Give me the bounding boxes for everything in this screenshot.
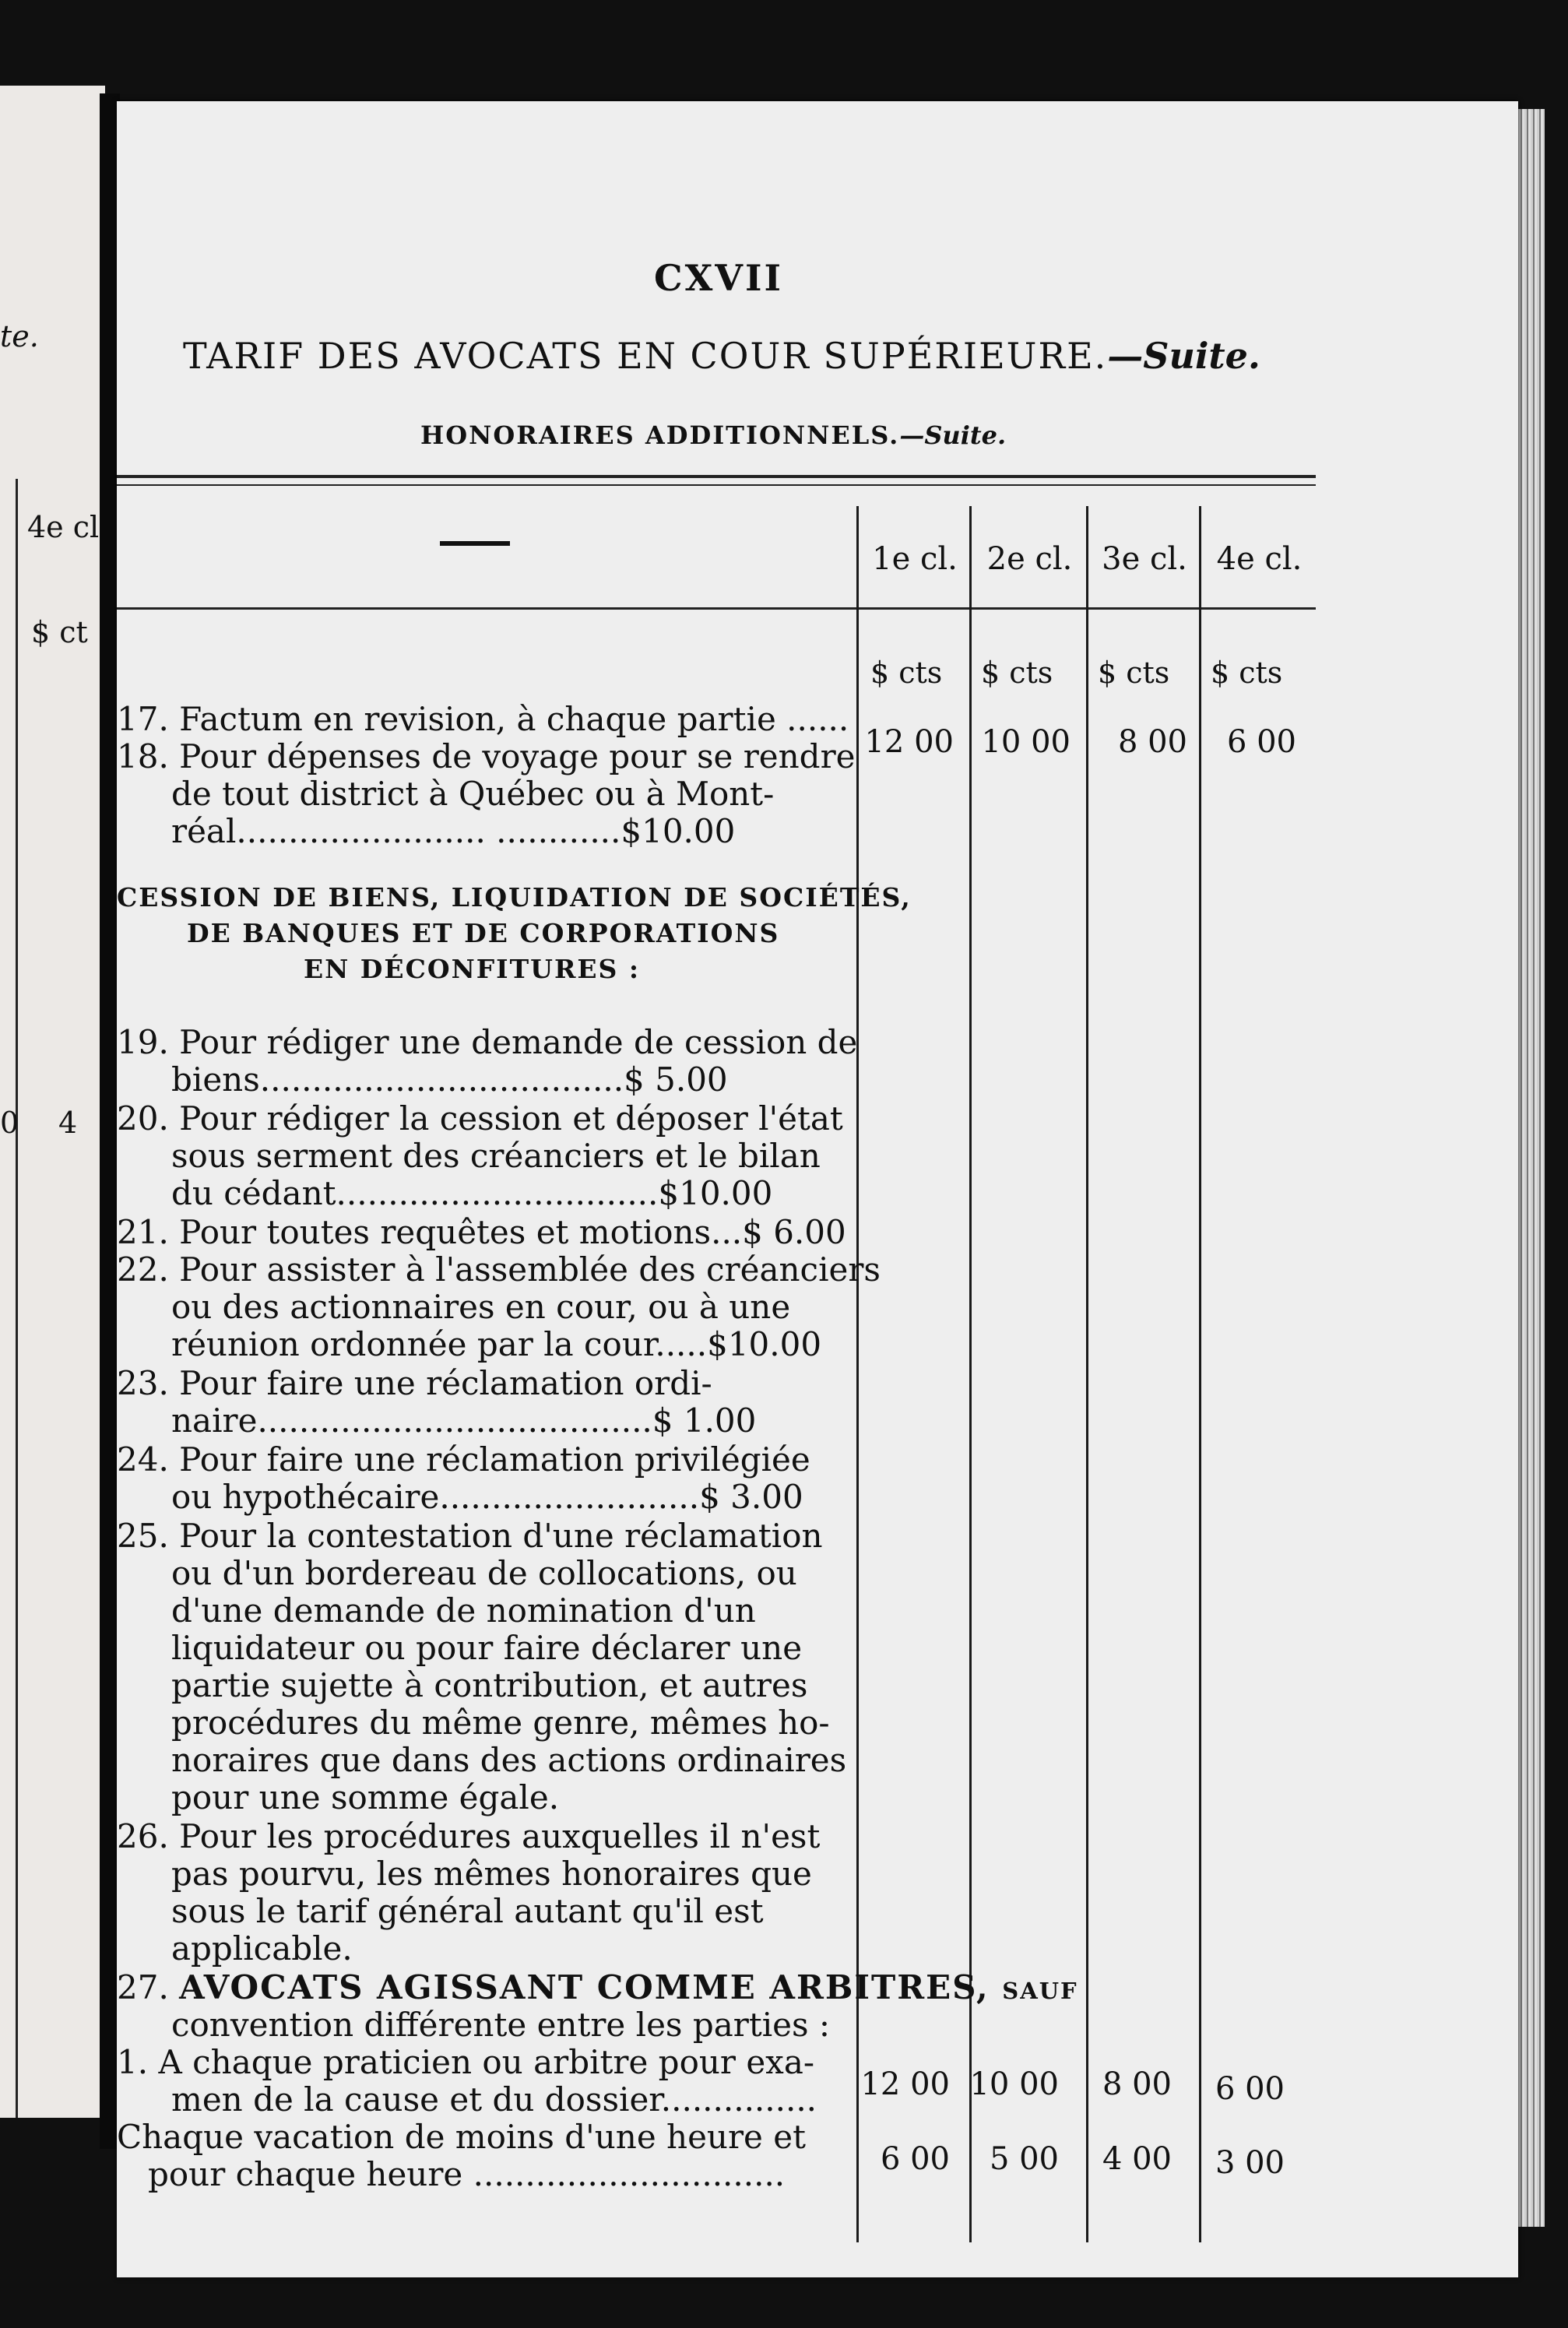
tariff-item-17 [117,701,849,738]
subtitle-suffix: —Suite. [899,420,1007,450]
item-line: procédures du même genre, mêmes ho- [171,1704,830,1742]
tariff-item-20 [117,1100,843,1212]
item-line [117,1517,846,1555]
value-cell: 3 00 [1215,2145,1285,2181]
value-cell: 10 00 [969,2066,1059,2102]
item-text: AVOCATS AGISSANT COMME ARBITRES, sauf [179,1968,1078,2006]
item-line: réunion ordonnée par la cour.....$10.00 [171,1325,822,1363]
item-number: 27. [117,1968,169,2006]
item-number: 25. [117,1517,169,1555]
section-heading-line: EN DÉCONFITURES : [304,954,641,984]
left-column-rule [16,479,18,2118]
column-header: 1e cl. [872,541,958,577]
item-line [117,1024,857,1061]
item-line: applicable. [171,1929,353,1968]
column-divider-4 [1199,506,1201,2242]
title-text: TARIF DES AVOCATS EN COUR SUPÉRIEURE. [183,335,1108,377]
header-rule-top [117,475,1316,478]
item-number: 21. [117,1213,169,1251]
tariff-item-27 [117,1969,1078,2044]
item-line: pour chaque heure .............................. [148,2155,786,2193]
subtitle-text: HONORAIRES ADDITIONNELS. [420,420,900,450]
item-text: Pour faire une réclamation privilégiée [179,1440,810,1479]
tariff-item-22 [117,1251,881,1363]
item-text: Factum en revision, à chaque partie ...... [179,700,849,738]
tariff-item-26 [117,1818,820,1968]
item-line: d'une demande de nomination d'un [171,1591,756,1630]
page-subtitle [420,420,1006,450]
value-cell: 4 00 [1102,2141,1172,2177]
item-number: 18. [117,737,169,775]
page-folio: CXVII [654,257,784,299]
unit-label: $ cts [870,656,943,690]
item-line: sous le tarif général autant qu'il est [171,1892,764,1930]
item-line: men de la cause et du dossier............... [171,2080,817,2119]
unit-label: $ cts [1211,656,1283,690]
column-header: 4e cl. [1216,541,1303,577]
left-page-fragment [0,86,105,2118]
page-title [183,335,1260,377]
item-text: Pour rédiger la cession et déposer l'état [179,1099,843,1138]
tariff-item-23 [117,1365,756,1440]
tariff-item-21 [117,1214,846,1251]
item-number: 19. [117,1023,169,1061]
item-line [117,1441,810,1479]
tariff-item-24 [117,1441,810,1516]
page-edge [1518,109,1545,2227]
item-number: 22. [117,1250,169,1289]
item-line: ou d'un bordereau de collocations, ou [171,1554,797,1592]
item-line: du cédant...............................$10.00 [171,1174,773,1212]
unit-label: $ cts [981,656,1053,690]
arbitre-item-1 [117,2044,817,2119]
item-text: Pour assister à l'assemblée des créanciers [179,1250,881,1289]
item-text: Pour dépenses de voyage pour se rendre [179,737,856,775]
item-line [117,1818,820,1855]
item-line: liquidateur ou pour faire déclarer une [171,1629,803,1667]
title-suffix: —Suite. [1107,335,1260,377]
section-heading [117,880,912,987]
item-text: Pour la contestation d'une réclamation [179,1517,823,1555]
item-line [117,1365,756,1402]
item-line [117,738,856,775]
header-rule-bottom [117,607,1316,610]
item-line: sous serment des créanciers et le bilan [171,1137,821,1175]
item-text: Pour faire une réclamation ordi- [179,1364,712,1402]
left-value-fragment: 0 [0,1106,19,1140]
item-number: 23. [117,1364,169,1402]
item-line [117,1251,881,1289]
item-number: 1. [117,2043,149,2081]
item-number: 17. [117,700,169,738]
value-cell: 12 00 [864,724,954,760]
section-heading-line: DE BANQUES ET DE CORPORATIONS [187,918,780,948]
tariff-item-25 [117,1517,846,1816]
item-text: A chaque praticien ou arbitre pour exa- [158,2043,815,2081]
value-cell: 8 00 [1102,2066,1172,2102]
value-cell: 5 00 [989,2141,1059,2177]
item-number: 24. [117,1440,169,1479]
item-line: ou hypothécaire.........................$ 3.00 [171,1478,803,1516]
left-unit-fragment: $ ct [31,615,88,649]
value-cell: 8 00 [1117,724,1187,760]
item-line: convention différente entre les parties : [171,2006,831,2044]
item-line: pas pourvu, les mêmes honoraires que [171,1855,812,1893]
column-divider-3 [1086,506,1088,2242]
unit-label: $ cts [1098,656,1170,690]
item-line [117,1969,1078,2006]
item-line: noraires que dans des actions ordinaires [171,1741,847,1779]
item-line: partie sujette à contribution, et autres [171,1666,808,1704]
item-line: pour une somme égale. [171,1778,560,1816]
column-header: 2e cl. [986,541,1073,577]
item-number: 26. [117,1817,169,1855]
item-text: Pour toutes requêtes et motions...$ 6.00 [179,1213,846,1251]
book-page [117,101,1518,2277]
value-cell: 6 00 [880,2141,950,2177]
item-number: 20. [117,1099,169,1138]
item-line: réal........................ ............$10.00 [171,812,736,850]
header-rule-top-thin [117,484,1316,486]
item-line [117,2044,817,2081]
item-text: Pour les procédures auxquelles il n'est [179,1817,821,1855]
item-line [117,1214,846,1251]
arbitre-item-vacation [117,2119,806,2193]
left-value-fragment: 4 [58,1106,78,1140]
value-cell: 6 00 [1215,2071,1285,2107]
item-line: de tout district à Québec ou à Mont- [171,775,775,813]
item-line: naire......................................$ 1.00 [171,1401,757,1440]
item-line: ou des actionnaires en cour, ou à une [171,1288,791,1326]
value-cell: 12 00 [860,2066,950,2102]
description-column-dash [440,541,510,546]
value-cell: 6 00 [1226,724,1296,760]
column-header: 3e cl. [1102,541,1187,577]
item-line: biens...................................$ 5.00 [171,1060,728,1099]
section-heading-line: CESSION DE BIENS, LIQUIDATION DE SOCIÉTÉS, [117,882,912,913]
tariff-item-18 [117,738,856,850]
tariff-item-19 [117,1024,857,1099]
item-line: Chaque vacation de moins d'une heure et [117,2118,806,2156]
item-line [117,1100,843,1138]
left-title-fragment: te. [0,319,39,353]
item-text: Pour rédiger une demande de cession de [179,1023,858,1061]
left-header-fragment: 4e cl [27,510,100,544]
value-cell: 10 00 [981,724,1071,760]
